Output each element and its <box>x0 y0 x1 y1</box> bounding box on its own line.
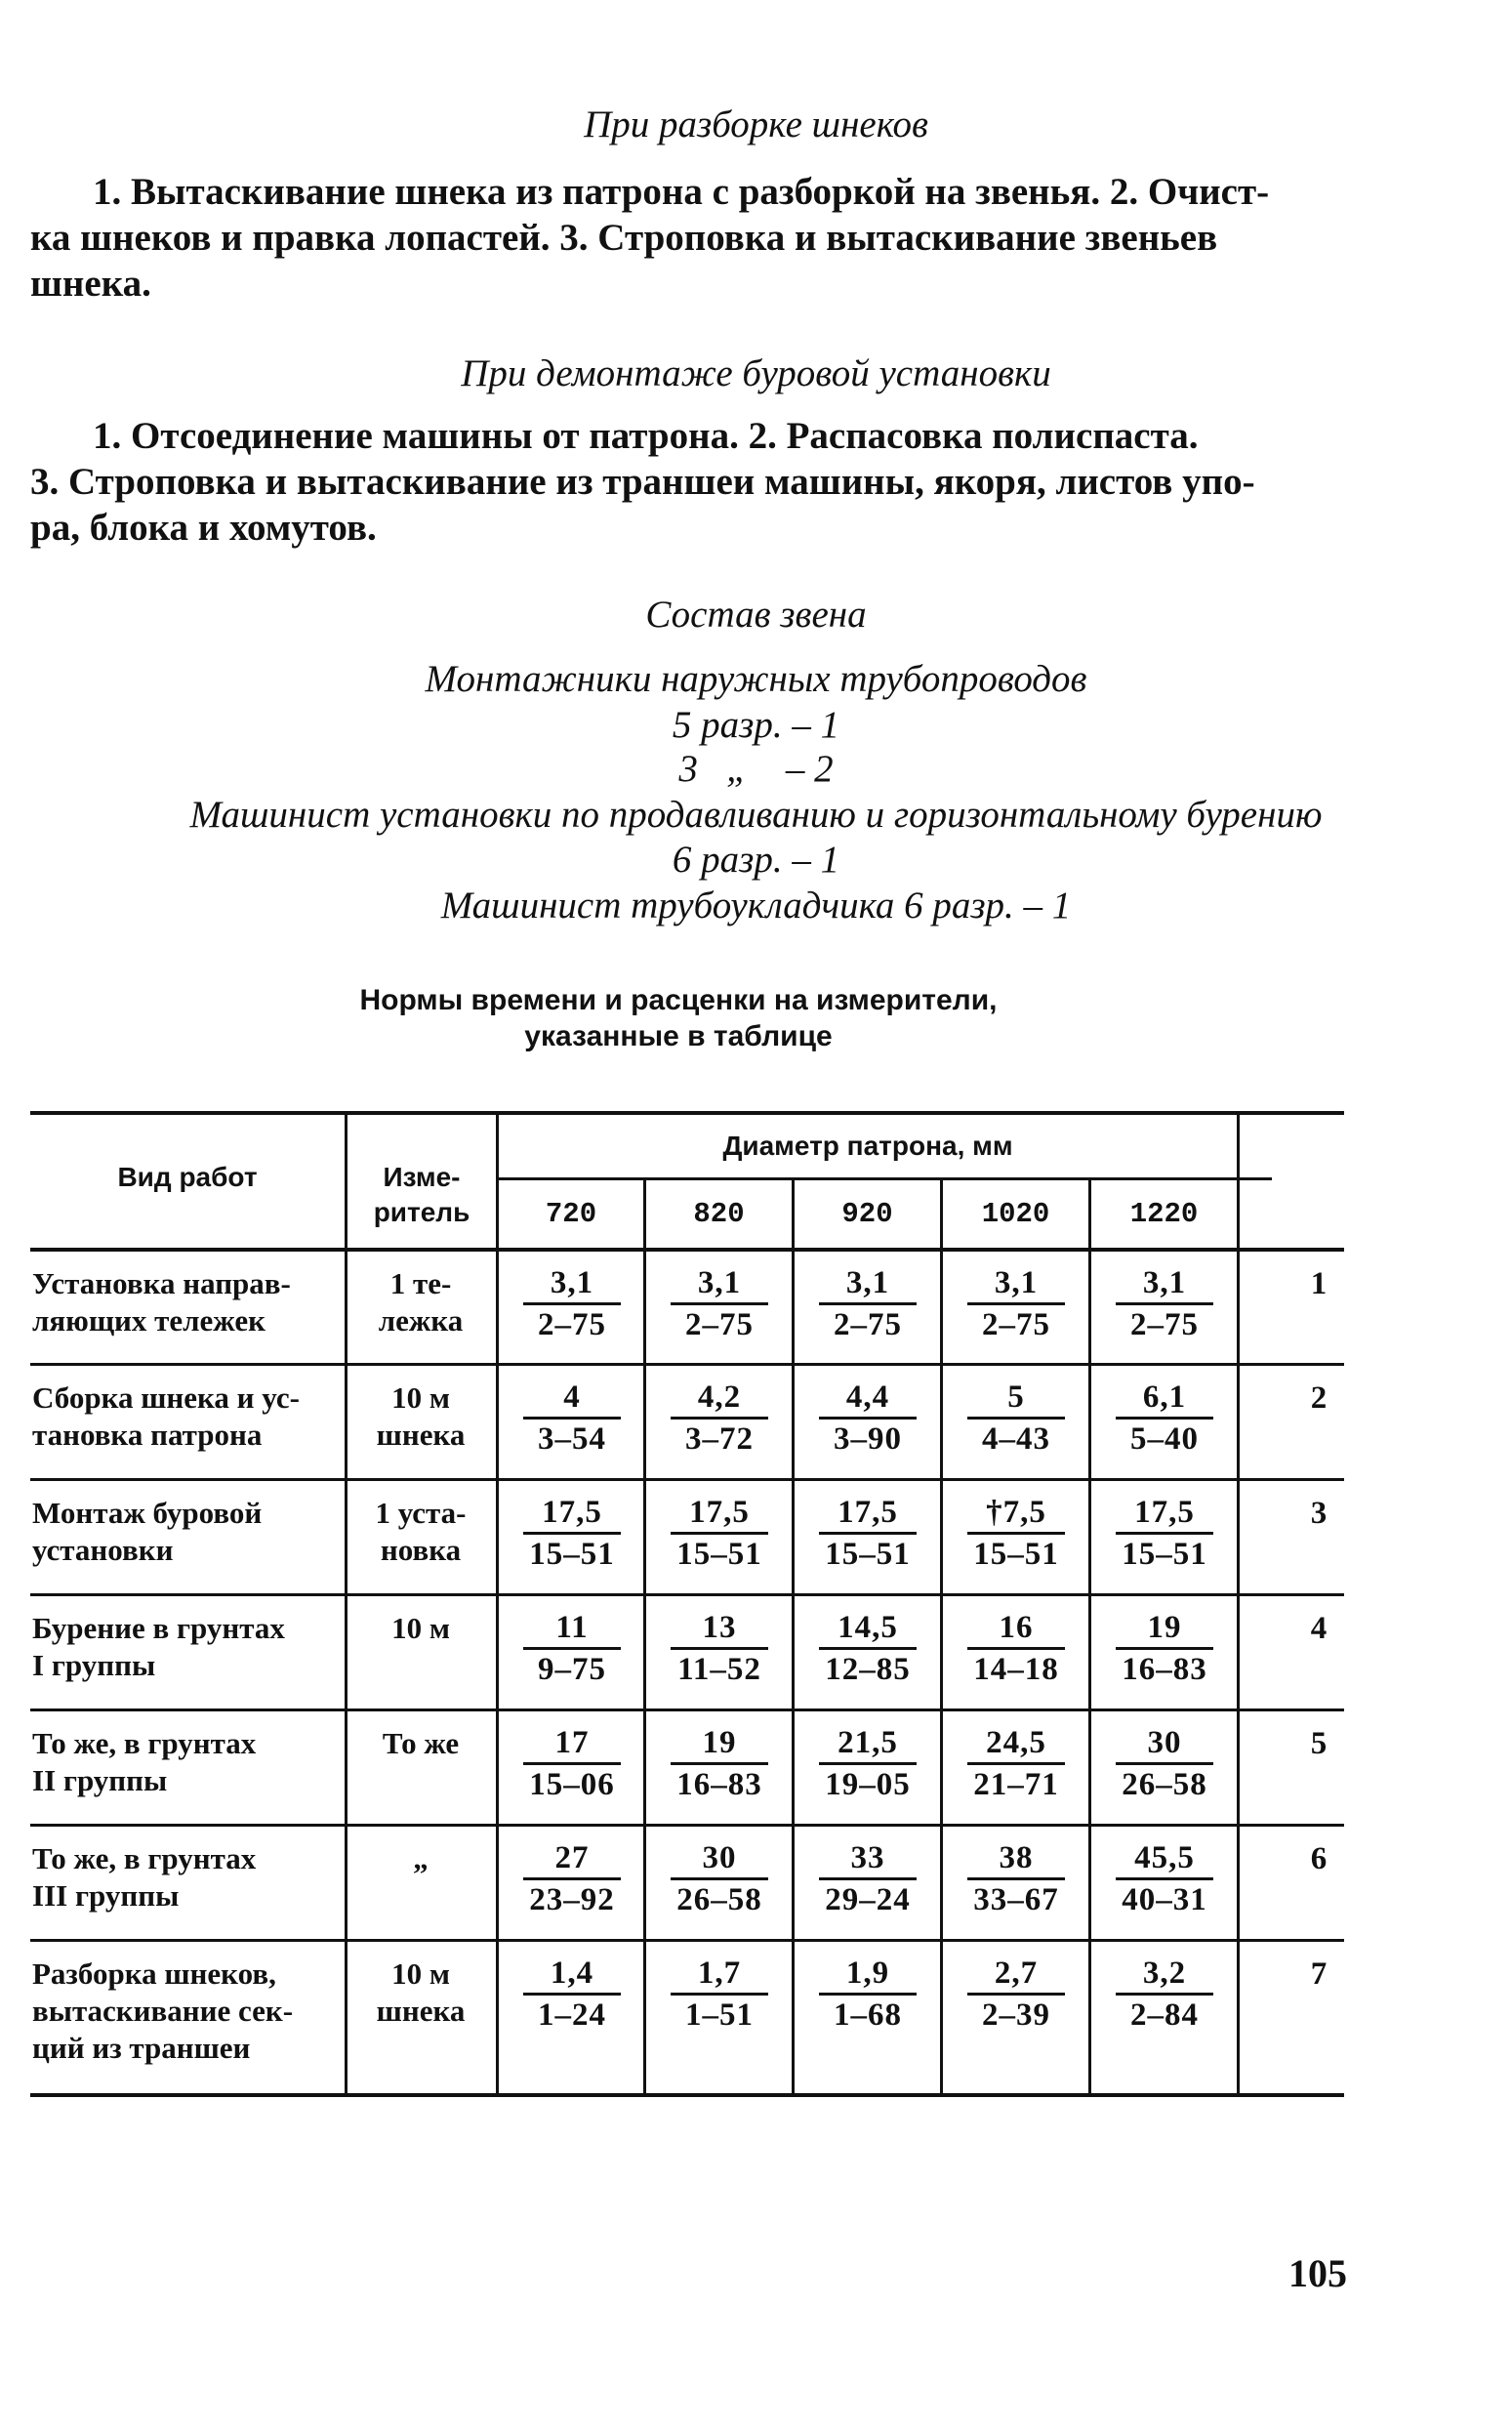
table-title-line2: указанные в таблице <box>524 1020 833 1052</box>
rate-cell <box>795 1379 941 1457</box>
time-norm-value: 3,1 <box>550 1265 594 1300</box>
time-norm-value: 17,5 <box>542 1495 602 1530</box>
crew-heading: Состав звена <box>645 594 867 636</box>
crew-line: 5 разр. – 1 <box>672 704 840 746</box>
row-rule <box>30 1824 1344 1827</box>
fraction-bar <box>967 1647 1065 1650</box>
rate-cell <box>795 1840 941 1917</box>
header-diameter-1220: 1220 <box>1129 1198 1199 1230</box>
rate-cell <box>499 1956 645 2033</box>
fraction-bar <box>671 1532 768 1535</box>
time-norm-value: 6,1 <box>1142 1379 1187 1415</box>
rate-value: 3–54 <box>538 1421 606 1457</box>
rate-value: 23–92 <box>529 1882 615 1917</box>
header-diameter-720: 720 <box>545 1198 597 1230</box>
fraction-bar <box>523 1877 621 1880</box>
rate-value: 2–75 <box>982 1307 1050 1342</box>
unit-cell: 10 м <box>391 1611 450 1645</box>
rate-cell <box>499 1725 645 1802</box>
rate-cell <box>795 1265 941 1342</box>
time-norm-value: 30 <box>702 1840 737 1875</box>
column-rule <box>1237 1111 1240 2097</box>
row-number: 7 <box>1310 1956 1328 1992</box>
paragraph-line: 3. Строповка и вытаскивание из траншеи машины, якоря, листов упо- <box>30 461 1255 503</box>
section-heading-rig-dismantling: При демонтаже буровой установки <box>461 352 1051 394</box>
rate-value: 5–40 <box>1130 1421 1199 1457</box>
rate-value: 1–68 <box>834 1997 902 2033</box>
row-rule <box>30 1363 1344 1366</box>
time-norm-value: 4 <box>563 1379 581 1415</box>
time-norm-value: 13 <box>702 1610 737 1645</box>
time-norm-value: 2,7 <box>994 1956 1039 1991</box>
paragraph-line-text: 1. Вытаскивание шнека из патрона с разборкой на звенья. 2. Очист- <box>93 171 1270 213</box>
fraction-bar <box>671 1647 768 1650</box>
fraction-bar <box>819 1417 917 1420</box>
column-rule <box>345 1111 347 2097</box>
fraction-bar <box>523 1647 621 1650</box>
time-norm-value: 14,5 <box>838 1610 898 1645</box>
fraction-bar <box>819 1877 917 1880</box>
fraction-bar <box>523 1762 621 1765</box>
rate-cell <box>1091 1495 1238 1572</box>
fraction-bar <box>671 1302 768 1305</box>
rate-cell <box>1091 1610 1238 1687</box>
rate-value: 1–24 <box>538 1997 606 2033</box>
fraction-bar <box>1116 1993 1213 1996</box>
time-norm-value: 1,7 <box>697 1956 742 1991</box>
fraction-bar <box>819 1993 917 1996</box>
header-diameter-920: 920 <box>841 1198 893 1230</box>
time-norm-value: 3,1 <box>1142 1265 1187 1300</box>
work-type-cell: Разборка шнеков, вытаскивание сек- ций из траншеи <box>32 1956 294 2065</box>
rate-value: 15–51 <box>825 1537 911 1572</box>
fraction-bar <box>1116 1532 1213 1535</box>
rate-value: 2–84 <box>1130 1997 1199 2033</box>
time-norm-value: 30 <box>1147 1725 1182 1760</box>
header-work-type: Вид работ <box>117 1162 258 1192</box>
row-number: 6 <box>1310 1841 1328 1876</box>
fraction-bar <box>1116 1417 1213 1420</box>
rate-cell <box>499 1495 645 1572</box>
rate-cell <box>646 1610 793 1687</box>
time-norm-value: 11 <box>555 1610 589 1645</box>
unit-cell: 1 уста- новка <box>375 1496 467 1567</box>
time-norm-value: 27 <box>554 1840 590 1875</box>
fraction-bar <box>671 1762 768 1765</box>
crew-line: Монтажники наружных трубопроводов <box>425 658 1087 700</box>
rate-cell <box>646 1495 793 1572</box>
fraction-bar <box>967 1762 1065 1765</box>
table-title: Нормы времени и расценки на измерители, <box>359 984 998 1016</box>
paragraph-line <box>30 169 1344 215</box>
rate-value: 9–75 <box>538 1652 606 1687</box>
header-bottom-rule <box>30 1248 1344 1252</box>
rate-value: 19–05 <box>825 1767 911 1802</box>
rate-cell <box>646 1379 793 1457</box>
rate-cell <box>943 1840 1089 1917</box>
paragraph-line-text: 1. Отсоединение машины от патрона. 2. Распасовка полиспаста. <box>93 415 1199 457</box>
rate-value: 4–43 <box>982 1421 1050 1457</box>
header-diameter-820: 820 <box>693 1198 745 1230</box>
rate-value: 15–06 <box>529 1767 615 1802</box>
rate-cell <box>943 1495 1089 1572</box>
rate-cell <box>943 1725 1089 1802</box>
row-number: 3 <box>1310 1496 1328 1531</box>
time-norm-value: 3,1 <box>697 1265 742 1300</box>
time-norm-value: 19 <box>1147 1610 1182 1645</box>
rate-value: 15–51 <box>973 1537 1059 1572</box>
rate-value: 2–39 <box>982 1997 1050 2033</box>
header-diameter-group: Диаметр патрона, мм <box>722 1131 1013 1161</box>
row-number: 2 <box>1310 1380 1328 1416</box>
rate-cell <box>1091 1956 1238 2033</box>
time-norm-value: 45,5 <box>1134 1840 1195 1875</box>
rate-cell <box>646 1265 793 1342</box>
rate-value: 2–75 <box>538 1307 606 1342</box>
rate-value: 26–58 <box>676 1882 762 1917</box>
fraction-bar <box>819 1762 917 1765</box>
rate-value: 1–51 <box>685 1997 754 2033</box>
time-norm-value: 17 <box>554 1725 590 1760</box>
diameter-subheader-rule <box>496 1177 1272 1180</box>
time-norm-value: 38 <box>999 1840 1034 1875</box>
work-type-cell: Сборка шнека и ус- тановка патрона <box>32 1380 300 1452</box>
fraction-bar <box>967 1877 1065 1880</box>
rate-cell <box>646 1725 793 1802</box>
fraction-bar <box>671 1993 768 1996</box>
rate-value: 15–51 <box>676 1537 762 1572</box>
rate-cell <box>795 1495 941 1572</box>
rate-cell <box>646 1840 793 1917</box>
rate-cell <box>795 1610 941 1687</box>
rate-value: 12–85 <box>825 1652 911 1687</box>
time-norm-value: 19 <box>702 1725 737 1760</box>
unit-cell: 10 м шнека <box>376 1956 466 2028</box>
section-paragraph-rig-dismantling <box>30 413 1344 551</box>
time-norm-value: 3,2 <box>1142 1956 1187 1991</box>
fraction-bar <box>1116 1302 1213 1305</box>
time-norm-value: 1,9 <box>845 1956 890 1991</box>
crew-line: 3 „ – 2 <box>678 748 834 790</box>
unit-cell: „ <box>413 1841 429 1875</box>
rate-value: 2–75 <box>834 1307 902 1342</box>
row-number: 5 <box>1310 1726 1328 1761</box>
rate-cell <box>499 1840 645 1917</box>
rate-value: 2–75 <box>685 1307 754 1342</box>
rate-cell <box>499 1265 645 1342</box>
rate-cell <box>1091 1379 1238 1457</box>
column-rule <box>496 1111 499 2097</box>
rate-value: 11–52 <box>677 1652 761 1687</box>
work-type-cell: То же, в грунтах II группы <box>32 1726 257 1797</box>
time-norm-value: 33 <box>850 1840 885 1875</box>
rate-cell <box>1091 1725 1238 1802</box>
time-norm-value: 1,4 <box>550 1956 594 1991</box>
rate-value: 14–18 <box>973 1652 1059 1687</box>
rate-cell <box>499 1610 645 1687</box>
work-type-cell: Установка направ- ляющих тележек <box>32 1266 291 1338</box>
fraction-bar <box>967 1993 1065 1996</box>
fraction-bar <box>1116 1647 1213 1650</box>
header-diameter-1020: 1020 <box>981 1198 1050 1230</box>
section-heading-shnek-disassembly: При разборке шнеков <box>584 103 928 145</box>
rate-value: 16–83 <box>1122 1652 1207 1687</box>
work-type-cell: То же, в грунтах III группы <box>32 1841 257 1913</box>
rate-value: 15–51 <box>529 1537 615 1572</box>
time-norm-value: 17,5 <box>689 1495 750 1530</box>
unit-cell: 1 те- лежка <box>378 1266 464 1338</box>
time-norm-value: 3,1 <box>845 1265 890 1300</box>
rate-cell <box>943 1610 1089 1687</box>
time-norm-value: 4,2 <box>697 1379 742 1415</box>
rate-value: 33–67 <box>973 1882 1059 1917</box>
fraction-bar <box>819 1647 917 1650</box>
fraction-bar <box>967 1417 1065 1420</box>
rate-cell <box>646 1956 793 2033</box>
fraction-bar <box>671 1877 768 1880</box>
time-norm-value: 17,5 <box>1134 1495 1195 1530</box>
rate-cell <box>1091 1840 1238 1917</box>
fraction-bar <box>819 1532 917 1535</box>
time-norm-value: 16 <box>999 1610 1034 1645</box>
crew-line: Машинист установки по продавливанию и горизонтальному бурению <box>189 794 1323 836</box>
time-norm-value: 24,5 <box>986 1725 1046 1760</box>
row-rule <box>30 1709 1344 1711</box>
header-unit: Изме- ритель <box>373 1162 470 1227</box>
rate-cell <box>943 1956 1089 2033</box>
row-number: 1 <box>1310 1266 1328 1301</box>
rate-value: 26–58 <box>1122 1767 1207 1802</box>
work-type-cell: Бурение в грунтах I группы <box>32 1611 285 1682</box>
time-norm-value: 17,5 <box>838 1495 898 1530</box>
fraction-bar <box>967 1302 1065 1305</box>
rate-value: 2–75 <box>1130 1307 1199 1342</box>
time-norm-value: †7,5 <box>986 1495 1046 1530</box>
paragraph-line: ка шнеков и правка лопастей. 3. Строповка и вытаскивание звеньев <box>30 217 1218 259</box>
time-norm-value: 4,4 <box>845 1379 890 1415</box>
section-paragraph-shnek-disassembly <box>30 169 1344 307</box>
rate-cell <box>499 1379 645 1457</box>
rate-value: 29–24 <box>825 1882 911 1917</box>
page-number: 105 <box>1288 2251 1347 2295</box>
unit-cell: 10 м шнека <box>376 1380 466 1452</box>
work-type-cell: Монтаж буровой установки <box>32 1496 263 1567</box>
crew-line: Машинист трубоукладчика 6 разр. – 1 <box>440 885 1072 926</box>
fraction-bar <box>523 1993 621 1996</box>
paragraph-line: ра, блока и хомутов. <box>30 507 377 549</box>
rate-value: 15–51 <box>1122 1537 1207 1572</box>
fraction-bar <box>819 1302 917 1305</box>
rate-cell <box>795 1725 941 1802</box>
rate-value: 3–90 <box>834 1421 902 1457</box>
rate-value: 40–31 <box>1122 1882 1207 1917</box>
fraction-bar <box>523 1417 621 1420</box>
time-norm-value: 5 <box>1007 1379 1025 1415</box>
row-rule <box>30 1478 1344 1481</box>
rate-cell <box>943 1265 1089 1342</box>
row-number: 4 <box>1310 1611 1328 1646</box>
crew-line: 6 разр. – 1 <box>672 839 840 881</box>
rate-value: 21–71 <box>973 1767 1059 1802</box>
row-rule <box>30 1939 1344 1942</box>
rate-cell <box>1091 1265 1238 1342</box>
norms-table <box>30 1111 1344 2097</box>
fraction-bar <box>1116 1762 1213 1765</box>
row-rule <box>30 1593 1344 1596</box>
table-bottom-rule <box>30 2093 1344 2097</box>
table-top-rule <box>30 1111 1344 1115</box>
paragraph-line <box>30 413 1344 459</box>
rate-cell <box>943 1379 1089 1457</box>
fraction-bar <box>523 1532 621 1535</box>
unit-cell: То же <box>382 1726 460 1760</box>
time-norm-value: 21,5 <box>838 1725 898 1760</box>
fraction-bar <box>523 1302 621 1305</box>
fraction-bar <box>967 1532 1065 1535</box>
rate-value: 16–83 <box>676 1767 762 1802</box>
fraction-bar <box>671 1417 768 1420</box>
paragraph-line: шнека. <box>30 263 151 305</box>
time-norm-value: 3,1 <box>994 1265 1039 1300</box>
fraction-bar <box>1116 1877 1213 1880</box>
rate-value: 3–72 <box>685 1421 754 1457</box>
rate-cell <box>795 1956 941 2033</box>
